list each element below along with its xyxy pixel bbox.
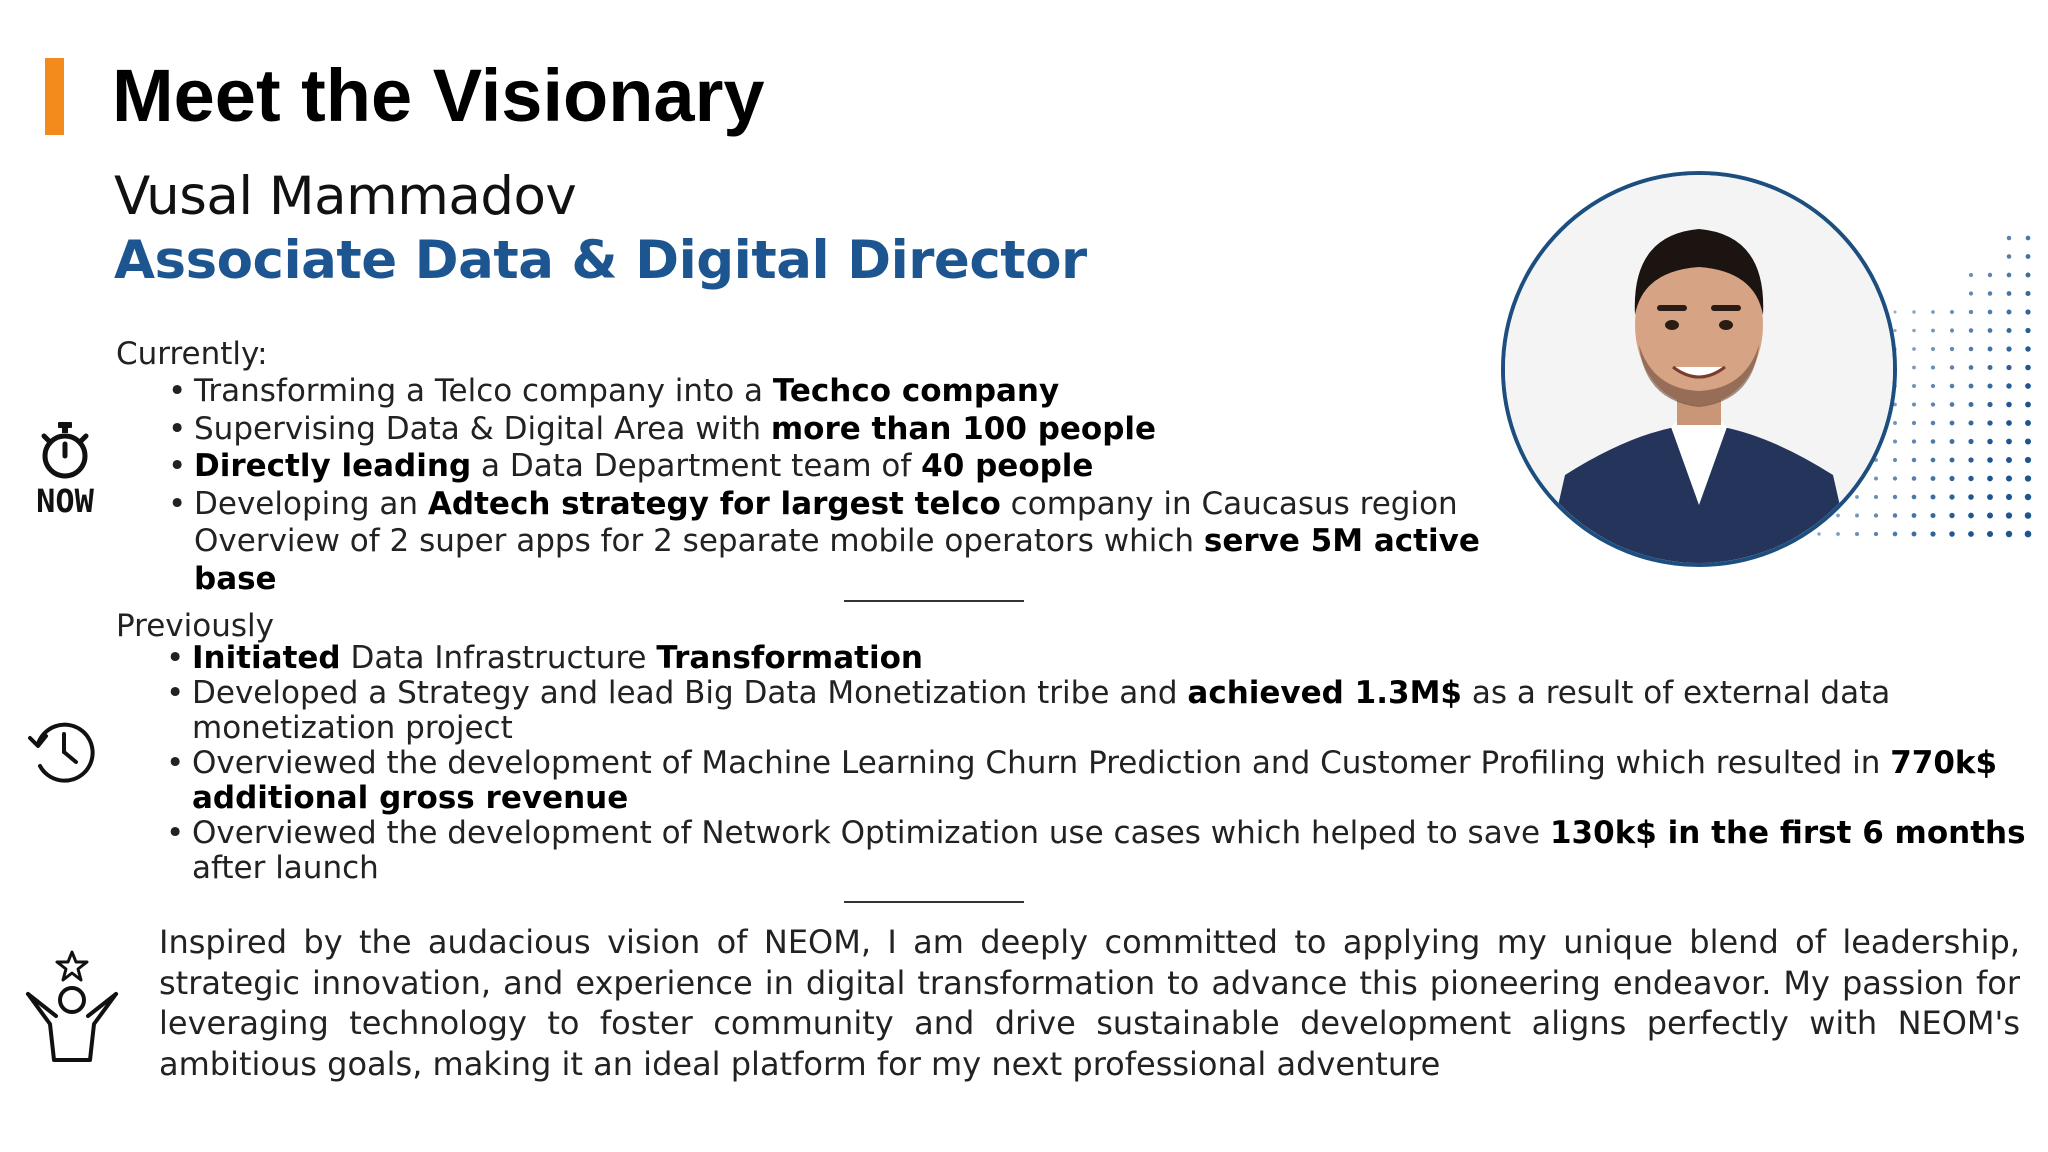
- decor-dot: [1949, 457, 1954, 462]
- decor-dot: [1988, 291, 1993, 296]
- decor-dot: [1969, 328, 1973, 332]
- decor-dot: [1855, 495, 1859, 499]
- decor-dot: [2025, 402, 2031, 408]
- decor-dot: [1988, 347, 1993, 352]
- decor-dot: [2025, 531, 2032, 538]
- stopwatch-icon: [34, 420, 96, 482]
- achiever-star-icon: [20, 950, 124, 1062]
- previous-list: [140, 641, 2030, 886]
- decor-dot: [1931, 347, 1935, 351]
- current-list: [142, 373, 1542, 598]
- decor-dot: [1893, 458, 1897, 462]
- decor-dot: [2007, 273, 2012, 278]
- list-item: • Supervising Data & Digital Area with more than 100 people: [142, 411, 1542, 449]
- decor-dot: [2025, 365, 2031, 371]
- decor-dot: [2007, 291, 2012, 296]
- decor-dot: [1931, 476, 1936, 481]
- decor-dot: [1950, 439, 1955, 444]
- decor-dot: [1969, 347, 1974, 352]
- decor-dot: [1987, 494, 1993, 500]
- decor-dot: [2006, 328, 2011, 333]
- decor-dot: [1968, 531, 1974, 537]
- decor-dot: [1931, 495, 1936, 500]
- decor-dot: [1950, 384, 1955, 389]
- decor-dot: [1987, 420, 1992, 425]
- decor-dot: [1912, 458, 1916, 462]
- decor-dot: [1950, 328, 1954, 332]
- decor-dot: [1968, 476, 1973, 481]
- decor-dot: [1969, 310, 1973, 314]
- decor-dot: [1912, 476, 1917, 481]
- decor-dot: [1912, 366, 1916, 370]
- decor-dot: [1912, 495, 1917, 500]
- decor-dot: [2006, 531, 2012, 537]
- decor-dot: [1855, 532, 1859, 536]
- decor-dot: [1968, 439, 1973, 444]
- section-divider: [844, 600, 1024, 602]
- decor-dot: [1949, 476, 1954, 481]
- decor-dot: [1969, 291, 1973, 295]
- decor-dot: [1855, 514, 1859, 518]
- decor-dot: [2026, 254, 2031, 259]
- decor-dot: [1912, 384, 1916, 388]
- decor-dot: [2025, 494, 2031, 500]
- decor-dot: [2025, 438, 2031, 444]
- decor-dot: [1949, 513, 1954, 518]
- decor-dot: [2006, 439, 2012, 445]
- decor-dot: [1931, 458, 1936, 463]
- decor-dot: [1931, 384, 1935, 388]
- decor-dot: [1912, 347, 1916, 351]
- decor-dot: [1931, 310, 1935, 314]
- decor-dot: [2025, 383, 2031, 389]
- decor-dot: [1969, 365, 1974, 370]
- previous-heading: Previously: [116, 608, 274, 644]
- person-role: Associate Data & Digital Director: [114, 230, 1087, 291]
- decor-dot: [1912, 439, 1916, 443]
- decor-dot: [1836, 514, 1840, 518]
- decor-dot: [1931, 365, 1935, 369]
- decor-dot: [1912, 402, 1916, 406]
- decor-dot: [1893, 329, 1896, 332]
- decor-dot: [1931, 421, 1935, 425]
- decor-dot: [1949, 531, 1955, 537]
- decor-dot: [2006, 457, 2012, 463]
- decor-dot: [1987, 457, 1993, 463]
- decor-dot: [1893, 310, 1896, 313]
- vision-statement: Inspired by the audacious vision of NEOM, I am deeply committed to applying my unique blend of leadership, strategic innovation, and experience in digital transformation to advance this pioneering endeavor. My passion for leveraging technology to foster community and drive sustainable development aligns perfectly with NEOM's ambitious goals, making it an ideal platform for my next professional adventure: [159, 923, 2020, 1083]
- decor-dot: [1987, 402, 1992, 407]
- list-item: • Transforming a Telco company into a Techco company: [142, 373, 1542, 411]
- decor-dot: [1931, 439, 1936, 444]
- decor-dot: [1874, 477, 1878, 481]
- decor-dot: [1968, 494, 1974, 500]
- decor-dot: [1893, 439, 1897, 443]
- title-accent-bar: [45, 58, 64, 135]
- decor-dot: [2006, 475, 2012, 481]
- decor-dot: [1930, 513, 1935, 518]
- decor-dot: [1912, 329, 1916, 333]
- section-divider: [844, 901, 1024, 903]
- decor-dot: [1968, 513, 1974, 519]
- decor-dot: [2007, 236, 2011, 240]
- decor-dot: [1874, 513, 1878, 517]
- decor-dot: [1969, 384, 1974, 389]
- page-title: Meet the Visionary: [112, 54, 765, 137]
- list-item: Overview of 2 super apps for 2 separate mobile operators which serve 5M active base: [194, 523, 1480, 597]
- current-heading: Currently:: [116, 336, 268, 372]
- decor-dot: [1950, 310, 1954, 314]
- decor-dot: [2025, 420, 2031, 426]
- decor-dot: [2007, 254, 2012, 259]
- profile-photo: [1501, 171, 1897, 567]
- decor-dot: [2006, 494, 2012, 500]
- list-item: • Directly leading a Data Department team of 40 people: [142, 448, 1542, 486]
- decor-dot: [1987, 531, 1993, 537]
- decor-dot: [2006, 365, 2011, 370]
- decor-dot: [2006, 420, 2012, 426]
- decor-dot: [2006, 512, 2012, 518]
- decor-dot: [1987, 383, 1992, 388]
- list-item: • Developed a Strategy and lead Big Data Monetization tribe and achieved 1.3M$ as a result of external data monetization project: [140, 676, 2030, 746]
- decor-dot: [1817, 532, 1820, 535]
- decor-dot: [1950, 402, 1955, 407]
- decor-dot: [1931, 402, 1935, 406]
- decor-dot: [2025, 346, 2030, 351]
- decor-dot: [1949, 494, 1954, 499]
- decor-dot: [1988, 365, 1993, 370]
- history-clock-icon: [26, 714, 102, 790]
- decor-dot: [1987, 476, 1993, 482]
- decor-dot: [1988, 328, 1993, 333]
- decor-dot: [1893, 513, 1898, 518]
- decor-dot: [2025, 457, 2031, 463]
- decor-dot: [2025, 328, 2030, 333]
- decor-dot: [1893, 421, 1897, 425]
- decor-dot: [1893, 532, 1898, 537]
- decor-dot: [1969, 273, 1973, 277]
- decor-dot: [2025, 309, 2030, 314]
- decor-dot: [2025, 475, 2031, 481]
- now-icon-label: NOW: [36, 482, 94, 520]
- decor-dot: [1968, 420, 1973, 425]
- decor-dot: [1893, 476, 1897, 480]
- decor-dot: [1912, 513, 1917, 518]
- decor-dot: [1874, 532, 1878, 536]
- decor-dot: [2025, 512, 2032, 519]
- decor-dot: [2025, 291, 2030, 296]
- decor-dot: [1912, 421, 1916, 425]
- decor-dot: [1930, 531, 1935, 536]
- decor-dot: [1950, 347, 1954, 351]
- decor-dot: [2006, 383, 2011, 388]
- decor-dot: [2006, 346, 2011, 351]
- list-item: • Initiated Data Infrastructure Transformation: [140, 641, 2030, 676]
- list-item: • Developing an Adtech strategy for largest telco company in Caucasus region: [142, 486, 1542, 524]
- list-item: • Overviewed the development of Network Optimization use cases which helped to save 130k$ in the first 6 months after launch: [140, 816, 2030, 886]
- decor-dot: [1874, 495, 1878, 499]
- decor-dot: [1912, 310, 1915, 313]
- decor-dot: [2006, 402, 2012, 408]
- decor-dot: [1950, 365, 1954, 369]
- decor-dot: [2007, 310, 2012, 315]
- decor-dot: [1950, 421, 1955, 426]
- person-name: Vusal Mammadov: [114, 166, 577, 227]
- decor-dot: [1931, 329, 1935, 333]
- decor-dot: [1988, 310, 1993, 315]
- decor-dot: [1969, 402, 1974, 407]
- decor-dot: [2026, 236, 2031, 241]
- decor-dot: [1968, 457, 1973, 462]
- decor-dot: [1893, 495, 1897, 499]
- decor-dot: [1987, 439, 1992, 444]
- decor-dot: [1912, 532, 1917, 537]
- decor-dot: [1836, 532, 1840, 536]
- decor-dot: [1988, 273, 1992, 277]
- list-item: • Overviewed the development of Machine Learning Churn Prediction and Customer Profiling which resulted in 770k$ additional gross revenue: [140, 746, 2030, 816]
- decor-dot: [1987, 513, 1993, 519]
- decor-dot: [2026, 273, 2031, 278]
